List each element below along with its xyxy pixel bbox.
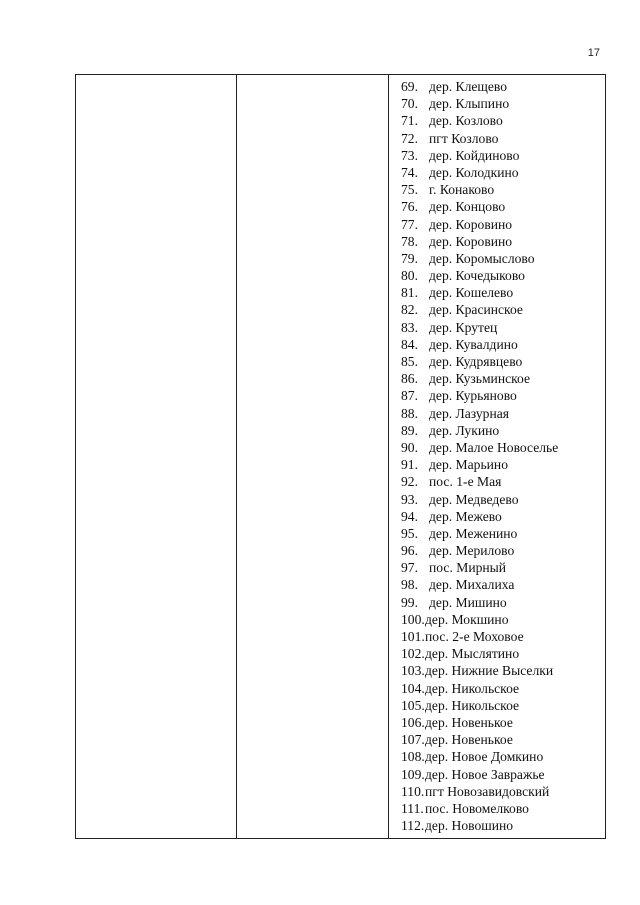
item-number: 89. [401, 422, 418, 438]
settlement-name: дер. Межево [429, 508, 502, 524]
list-item [401, 405, 558, 422]
list-item [401, 714, 558, 731]
settlement-name: дер. Мерилово [429, 543, 515, 559]
list-item [401, 267, 558, 284]
settlement-name: дер. Концово [429, 199, 506, 215]
item-number: 88. [401, 405, 418, 421]
settlement-name: пос. Мирный [429, 560, 507, 576]
item-number: 91. [401, 457, 418, 473]
item-number: 110. [401, 783, 425, 799]
list-item [401, 473, 558, 490]
item-number: 79. [401, 250, 418, 266]
settlement-name: дер. Марьино [429, 457, 509, 473]
settlement-name: дер. Красинское [429, 302, 523, 318]
list-item [401, 508, 558, 525]
item-number: 95. [401, 525, 418, 541]
item-number: 69. [401, 79, 418, 94]
settlement-name: дер. Курьяново [429, 388, 517, 404]
item-number: 112. [401, 818, 425, 834]
list-item [401, 95, 558, 112]
item-number: 84. [401, 336, 418, 352]
settlement-name: дер. Новое Домкино [425, 749, 544, 765]
list-item [401, 576, 558, 593]
settlement-name: г. Конаково [429, 182, 495, 198]
list-item [401, 662, 558, 679]
list-item [401, 422, 558, 439]
list-item [401, 353, 558, 370]
item-number: 107. [401, 732, 425, 748]
list-item [401, 233, 558, 250]
settlement-name: пос. 1-е Мая [429, 474, 502, 490]
list-item [401, 680, 558, 697]
item-number: 98. [401, 577, 418, 593]
list-item [401, 130, 558, 147]
item-number: 72. [401, 130, 418, 146]
column-divider [236, 75, 237, 838]
list-item [401, 301, 558, 318]
list-item [401, 800, 558, 817]
list-item [401, 697, 558, 714]
item-number: 96. [401, 543, 418, 559]
settlement-name: пгт Новозавидовский [425, 783, 550, 799]
settlement-name: дер. Лазурная [429, 405, 510, 421]
settlement-name: дер. Меженино [429, 525, 518, 541]
settlement-name: дер. Клыпино [429, 96, 510, 112]
settlement-name: дер. Никольское [425, 680, 520, 696]
list-item [401, 319, 558, 336]
list-item [401, 594, 558, 611]
settlement-name: дер. Кочедыково [429, 268, 525, 284]
settlement-name: дер. Мыслятино [425, 646, 520, 662]
settlement-name: дер. Коромыслово [429, 250, 535, 266]
settlement-list [401, 78, 558, 834]
list-item [401, 387, 558, 404]
settlement-name: пос. 2-е Моховое [425, 629, 524, 644]
settlement-name: пгт Козлово [429, 130, 499, 146]
list-item [401, 645, 558, 662]
list-item [401, 181, 558, 198]
list-item [401, 731, 558, 748]
settlements-table [75, 74, 606, 839]
item-number: 105. [401, 697, 425, 713]
item-number: 85. [401, 354, 418, 369]
item-number: 87. [401, 388, 418, 404]
settlement-name: дер. Козлово [429, 113, 503, 129]
list-item [401, 78, 558, 95]
list-item [401, 198, 558, 215]
settlement-name: дер. Лукино [429, 422, 500, 438]
item-number: 76. [401, 199, 418, 215]
item-number: 83. [401, 319, 418, 335]
settlement-name: дер. Новенькое [425, 714, 513, 730]
list-item [401, 766, 558, 783]
item-number: 82. [401, 302, 418, 318]
item-number: 77. [401, 216, 418, 232]
item-number: 109. [401, 766, 425, 782]
page-number: 17 [587, 47, 600, 59]
list-item [401, 336, 558, 353]
list-item [401, 542, 558, 559]
settlement-name: пос. Новомелково [425, 800, 529, 816]
column-divider [388, 75, 389, 838]
settlement-name: дер. Кузьминское [429, 371, 531, 387]
list-item [401, 456, 558, 473]
settlement-name: дер. Коровино [429, 233, 513, 249]
list-item [401, 164, 558, 181]
settlement-name: дер. Михалиха [429, 577, 515, 593]
settlement-name: дер. Колодкино [429, 164, 519, 180]
item-number: 70. [401, 96, 418, 112]
list-item [401, 439, 558, 456]
settlement-name: дер. Кудрявцево [429, 354, 523, 369]
list-item [401, 250, 558, 267]
settlement-name: дер. Медведево [429, 491, 519, 507]
list-item [401, 748, 558, 765]
item-number: 102. [401, 646, 425, 662]
item-number: 104. [401, 680, 425, 696]
item-number: 99. [401, 594, 418, 610]
list-item [401, 525, 558, 542]
settlement-name: дер. Новенькое [425, 732, 513, 748]
list-item [401, 611, 558, 628]
list-item [401, 112, 558, 129]
settlement-name: дер. Койдиново [429, 147, 520, 163]
item-number: 103. [401, 663, 425, 679]
item-number: 74. [401, 164, 418, 180]
settlement-name: дер. Мишино [429, 594, 507, 610]
settlement-name: дер. Новое Завражье [425, 766, 545, 782]
item-number: 111. [401, 800, 424, 816]
list-item [401, 284, 558, 301]
item-number: 73. [401, 147, 418, 163]
item-number: 108. [401, 749, 425, 765]
list-item [401, 216, 558, 233]
list-item [401, 491, 558, 508]
item-number: 78. [401, 233, 418, 249]
list-item [401, 783, 558, 800]
item-number: 97. [401, 560, 418, 576]
list-item [401, 559, 558, 576]
item-number: 90. [401, 439, 418, 455]
item-number: 86. [401, 371, 418, 387]
list-item [401, 370, 558, 387]
settlement-name: дер. Коровино [429, 216, 513, 232]
settlement-name: дер. Никольское [425, 697, 520, 713]
settlement-name: дер. Нижние Выселки [425, 663, 554, 679]
item-number: 93. [401, 491, 418, 507]
item-number: 75. [401, 182, 418, 198]
settlement-name: дер. Кошелево [429, 285, 514, 301]
settlement-name: дер. Клещево [429, 79, 508, 94]
settlement-name: дер. Новошино [425, 818, 514, 834]
item-number: 101. [401, 629, 425, 644]
item-number: 80. [401, 268, 418, 284]
item-number: 92. [401, 474, 418, 490]
list-item [401, 147, 558, 164]
item-number: 94. [401, 508, 418, 524]
settlement-name: дер. Крутец [429, 319, 498, 335]
item-number: 71. [401, 113, 418, 129]
item-number: 81. [401, 285, 418, 301]
item-number: 106. [401, 714, 425, 730]
list-item [401, 817, 558, 834]
item-number: 100. [401, 611, 425, 627]
settlement-name: дер. Кувалдино [429, 336, 518, 352]
list-item [401, 628, 558, 645]
settlement-name: дер. Малое Новоселье [429, 439, 559, 455]
settlement-name: дер. Мокшино [425, 611, 509, 627]
